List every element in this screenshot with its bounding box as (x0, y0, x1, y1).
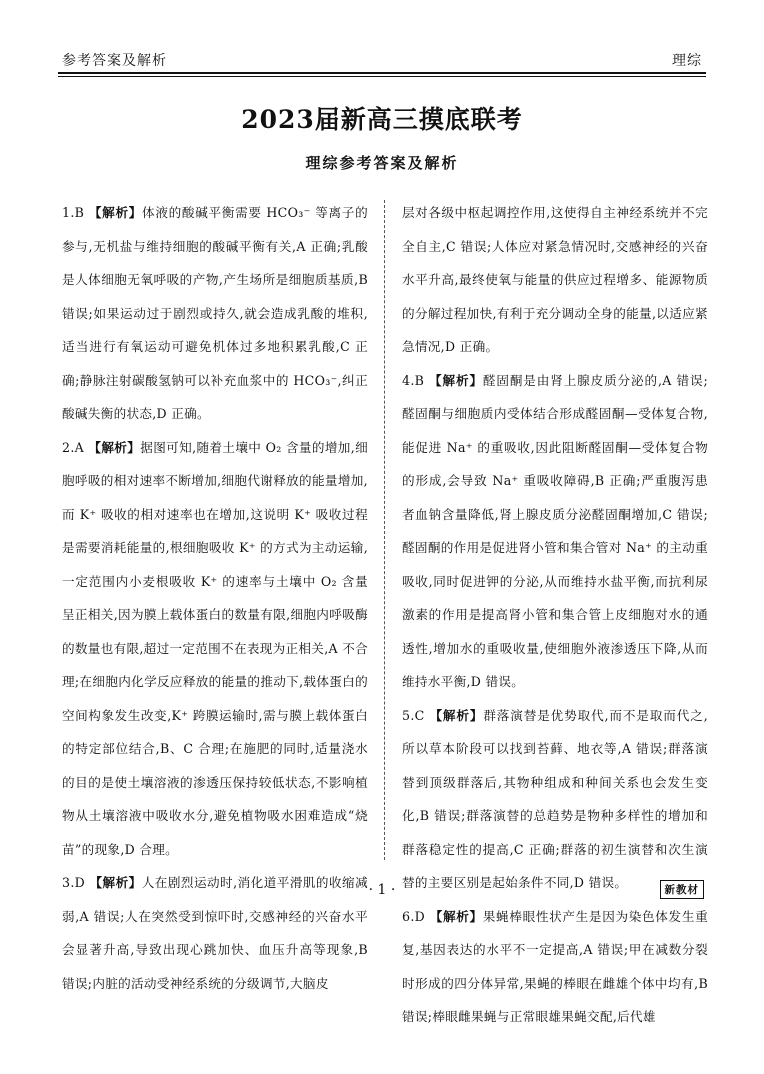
analysis-text: 果蝇棒眼性状产生是因为染色体发生重复,基因表达的水平不一定提高,A 错误;甲在减数分裂时形成的四分体异常,果蝇的棒眼在雌雄个体中均有,B 错误;棒眼雌果蝇与正常眼雄果蝇交配,后代雄 (402, 908, 708, 1024)
question-3-continued (402, 196, 708, 364)
question-number: 1.B (62, 205, 85, 220)
page-number: · 1 · (368, 882, 396, 898)
question-number: 2.A (62, 439, 85, 455)
page-subtitle: 理综参考答案及解析 (305, 154, 459, 172)
page-title: 2023届新高三摸底联考 (241, 105, 523, 134)
edition-badge: 新教材 (660, 880, 705, 899)
analysis-tag: 【解析】 (89, 875, 142, 890)
analysis-text: 醛固酮是由肾上腺皮质分泌的,A 错误;醛固酮与细胞质内受体结合形成醛固酮—受体复合物,能促进 Na⁺ 的重吸收,因此阻断醛固酮—受体复合物的形成,会导致 Na⁺ 重吸收障碍,B 正确;严重腹泻患者血钠含量降低,肾上腺皮质分泌醛固酮增加,C 错误;醛固酮的作用是促进肾小管和集合管对 Na⁺ 的主动重吸收,同时促进钾的分泌,从而维持水盐平衡,而抗利尿激素的作用是提高肾小管和集合管上皮细胞对水的通透性,增加水的重吸收量,使细胞外液渗透压下降,从而维持水平衡,D 错误。 (402, 372, 708, 689)
question-1 (62, 196, 368, 431)
analysis-tag: 【解析】 (88, 205, 143, 220)
question-number: 3.D (62, 875, 86, 890)
header-left-label: 参考答案及解析 (62, 53, 167, 69)
question-5 (402, 699, 708, 900)
analysis-tag: 【解析】 (88, 439, 141, 455)
question-6 (402, 900, 708, 1034)
question-2 (62, 431, 368, 867)
analysis-tag: 【解析】 (429, 908, 483, 924)
left-column (62, 196, 368, 1000)
analysis-text: 群落演替是优势取代,而不是取而代之,所以草本阶段可以找到苔藓、地衣等,A 错误;群落演替到顶级群落后,其物种组成和种间关系也会发生变化,B 错误;群落演替的总趋势是物种多样性的增加和群落稳定性的提高,C 正确;群落的初生演替和次生演替的主要区别是起始条件不同,D 错误。 (402, 707, 709, 890)
header-rule (58, 72, 706, 74)
right-column (402, 196, 708, 1034)
column-divider (384, 200, 385, 860)
analysis-text: 人在剧烈运动时,消化道平滑肌的收缩减弱,A 错误;人在突然受到惊吓时,交感神经的兴奋水平会显著升高,导致出现心跳加快、血压升高等现象,B 错误;内脏的活动受神经系统的分级调节,大脑皮 (62, 875, 368, 991)
analysis-tag: 【解析】 (429, 372, 483, 388)
question-number: 5.C (402, 707, 425, 723)
question-4 (402, 364, 708, 699)
analysis-text: 据图可知,随着土壤中 O₂ 含量的增加,细胞呼吸的相对速率不断增加,细胞代谢释放的能量增加,而 K⁺ 吸收的相对速率也在增加,这说明 K⁺ 吸收过程是需要消耗能量的,根细胞吸收 K⁺ 的方式为主动运输,一定范围内小麦根吸收 K⁺ 的速率与土壤中 O₂ 含量呈正相关,因为膜上载体蛋白的数量有限,细胞内呼吸酶的数量也有限,超过一定范围不在表现为正相关,A 不合理;在细胞内化学反应释放的能量的推动下,载体蛋白的空间构象发生改变,K⁺ 跨膜运输时,需与膜上载体蛋白的特定部位结合,B、C 合理;在施肥的同时,适量浇水的目的是使土壤溶液的渗透压保持较低状态,不影响植物从土壤溶液中吸收水分,避免植物吸水困难造成“烧苗”的现象,D 合理。 (62, 439, 369, 857)
header-right-label: 理综 (672, 53, 702, 69)
analysis-text: 体液的酸碱平衡需要 HCO₃⁻ 等离子的参与,无机盐与维持细胞的酸碱平衡有关,A 正确;乳酸是人体细胞无氧呼吸的产物,产生场所是细胞质基质,B 错误;如果运动过于剧烈或持久,就会造成乳酸的堆积,适当进行有氧运动可避免机体过多地积累乳酸,C 正确;静脉注射碳酸氢钠可以补充血浆中的 HCO₃⁻,纠正酸碱失衡的状态,D 正确。 (62, 205, 368, 421)
question-number: 4.B (402, 372, 425, 388)
analysis-tag: 【解析】 (429, 707, 484, 723)
header-rule-thin (58, 76, 706, 77)
analysis-text: 层对各级中枢起调控作用,这使得自主神经系统并不完全自主,C 错误;人体应对紧急情况时,交感神经的兴奋水平升高,最终使氧与能量的供应过程增多、能源物质的分解过程加快,有利于充分调动全身的能量,以适应紧急情况,D 正确。 (402, 205, 708, 354)
question-number: 6.D (402, 908, 426, 924)
